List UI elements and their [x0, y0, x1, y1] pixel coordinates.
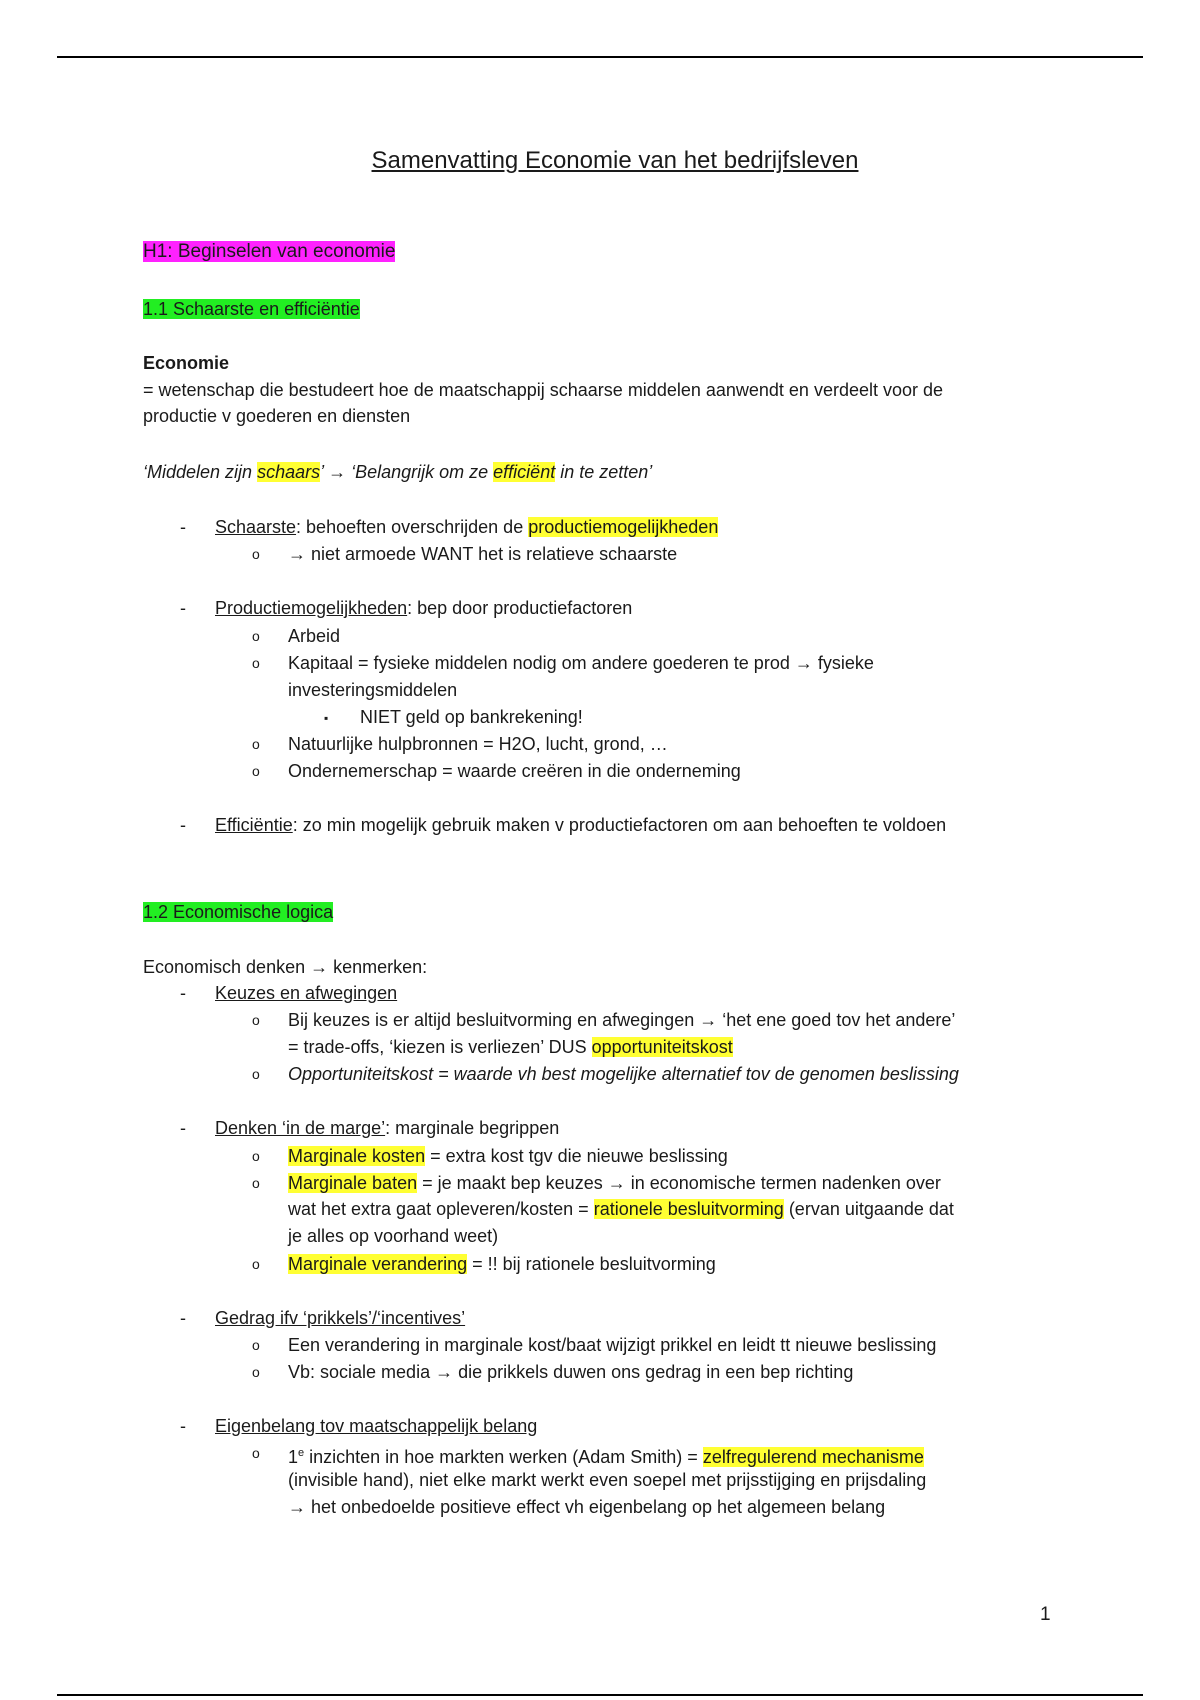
- section-heading-1-2: 1.2 Economische logica: [143, 902, 334, 922]
- sub-item-schaarste: → niet armoede WANT het is relatieve schaarste: [288, 544, 678, 564]
- bullet-dash: -: [180, 517, 186, 537]
- bullet-dash: -: [180, 1118, 186, 1138]
- sub-item-opportuniteitskost: Opportuniteitskost = waarde vh best mogelijke alternatief tov de genomen beslissing: [288, 1064, 959, 1084]
- sub-item-arbeid: Arbeid: [288, 626, 341, 646]
- page-number: 1: [1040, 1604, 1051, 1625]
- page-title: Samenvatting Economie van het bedrijfsleven: [371, 147, 859, 174]
- arrow-icon: →: [607, 1173, 626, 1193]
- bullet-dash: -: [180, 815, 186, 835]
- sub-item-marginale-baten-cont2: je alles op voorhand weet): [288, 1226, 499, 1246]
- bullet-circle: o: [252, 1445, 260, 1461]
- arrow-icon: →: [288, 1497, 306, 1517]
- economisch-denken-line: Economisch denken → kenmerken:: [143, 957, 428, 977]
- sub-item-kapitaal: Kapitaal = fysieke middelen nodig om andere goederen te prod → fysieke: [288, 653, 874, 673]
- term-economie: Economie: [143, 353, 230, 373]
- sub-item-besluitvorming: Bij keuzes is er altijd besluitvorming en afwegingen → ‘het ene goed tov het andere’: [288, 1010, 956, 1030]
- sub-item-ondernemerschap: Ondernemerschap = waarde creëren in die onderneming: [288, 761, 741, 781]
- bullet-circle: o: [252, 546, 260, 562]
- bullet-dash: -: [180, 1308, 186, 1328]
- definition-line-1: = wetenschap die bestudeert hoe de maatschappij schaarse middelen aanwendt en verdeelt voor de: [143, 380, 944, 400]
- bullet-circle: o: [252, 655, 260, 671]
- bullet-dash: -: [180, 983, 186, 1003]
- bullet-dash: -: [180, 598, 186, 618]
- sub-item-adam-smith-cont: (invisible hand), niet elke markt werkt even soepel met prijsstijging en prijsdaling: [288, 1470, 927, 1490]
- bullet-circle: o: [252, 1012, 260, 1028]
- bullet-circle: o: [252, 1175, 260, 1191]
- bullet-circle: o: [252, 736, 260, 752]
- header-rule: [57, 56, 1143, 58]
- arrow-icon: →: [794, 653, 813, 673]
- bullet-square: ▪: [324, 711, 329, 725]
- item-schaarste: Schaarste: behoeften overschrijden de productiemogelijkheden: [215, 517, 719, 537]
- footer-rule: [57, 1694, 1143, 1696]
- sub-item-marginale-verandering: Marginale verandering = !! bij rationele besluitvorming: [288, 1254, 716, 1274]
- arrow-icon: →: [328, 462, 347, 482]
- bullet-circle: o: [252, 628, 260, 644]
- sub-item-marginale-kosten: Marginale kosten = extra kost tgv die nieuwe beslissing: [288, 1146, 728, 1166]
- chapter-heading: H1: Beginselen van economie: [143, 241, 396, 262]
- bullet-circle: o: [252, 1148, 260, 1164]
- bullet-circle: o: [252, 1337, 260, 1353]
- item-marge: Denken ‘in de marge’: marginale begrippen: [215, 1118, 560, 1138]
- arrow-icon: →: [435, 1362, 454, 1382]
- item-eigenbelang: Eigenbelang tov maatschappelijk belang: [215, 1416, 538, 1436]
- definition-line-2: productie v goederen en diensten: [143, 406, 411, 426]
- item-keuzes: Keuzes en afwegingen: [215, 983, 398, 1003]
- sub-item-verandering: Een verandering in marginale kost/baat wijzigt prikkel en leidt tt nieuwe beslissing: [288, 1335, 937, 1355]
- item-efficientie: Efficiëntie: zo min mogelijk gebruik maken v productiefactoren om aan behoeften te voldoen: [215, 815, 947, 835]
- sub-item-marginale-baten-cont: wat het extra gaat opleveren/kosten = rationele besluitvorming (ervan uitgaande dat: [288, 1199, 954, 1219]
- sub-item-kapitaal-cont: investeringsmiddelen: [288, 680, 458, 700]
- sub-item-natuurlijke-hulpbronnen: Natuurlijke hulpbronnen = H2O, lucht, grond, …: [288, 734, 668, 754]
- sub-item-tradeoffs: = trade-offs, ‘kiezen is verliezen’ DUS opportuniteitskost: [288, 1037, 733, 1057]
- arrow-icon: →: [699, 1010, 718, 1030]
- bullet-circle: o: [252, 1066, 260, 1082]
- bullet-circle: o: [252, 1256, 260, 1272]
- item-gedrag: Gedrag ifv ‘prikkels’/‘incentives’: [215, 1308, 466, 1328]
- section-heading-1-1: 1.1 Schaarste en efficiëntie: [143, 299, 360, 319]
- arrow-icon: →: [288, 544, 306, 564]
- sub-item-adam-smith-cont2: → het onbedoelde positieve effect vh eigenbelang op het algemeen belang: [288, 1497, 886, 1517]
- arrow-icon: →: [310, 957, 329, 977]
- sub-item-adam-smith: 1e inzichten in hoe markten werken (Adam Smith) = zelfregulerend mechanisme: [288, 1447, 924, 1467]
- bullet-dash: -: [180, 1416, 186, 1436]
- sub-sub-item-geld: NIET geld op bankrekening!: [360, 707, 583, 727]
- sub-item-marginale-baten: Marginale baten = je maakt bep keuzes → in economische termen nadenken over: [288, 1173, 941, 1193]
- quote-line: ‘Middelen zijn schaars’ → ‘Belangrijk om ze efficiënt in te zetten’: [143, 462, 653, 482]
- bullet-circle: o: [252, 1364, 260, 1380]
- bullet-circle: o: [252, 763, 260, 779]
- sub-item-sociale-media: Vb: sociale media → die prikkels duwen ons gedrag in een bep richting: [288, 1362, 854, 1382]
- item-productiemogelijkheden: Productiemogelijkheden: bep door productiefactoren: [215, 598, 633, 618]
